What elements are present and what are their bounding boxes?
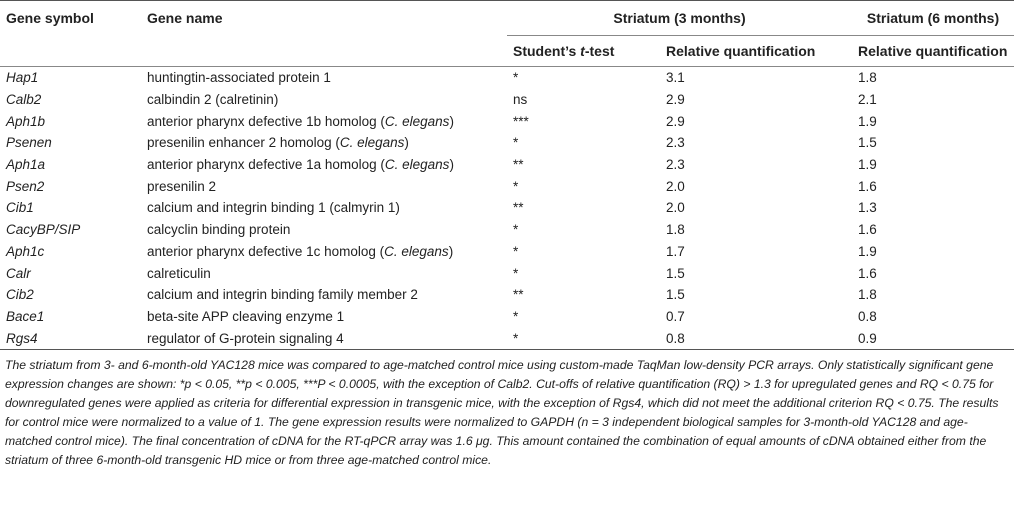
relq-6-header: Relative quantification [858, 43, 1008, 59]
gene-symbol-cell: Aph1b [6, 113, 46, 129]
relq-6-cell: 1.9 [858, 113, 877, 129]
ttest-cell: * [513, 178, 519, 194]
ttest-cell: * [513, 222, 519, 238]
gene-name-cell: beta-site APP cleaving enzyme 1 [147, 308, 345, 324]
empty-header-cell [141, 36, 507, 67]
relq-3-cell: 2.0 [666, 200, 685, 216]
ttest-cell: ** [513, 200, 524, 216]
table-row [0, 67, 1014, 89]
table-row [0, 241, 1014, 263]
table-caption [0, 350, 1011, 470]
table-row [0, 327, 1014, 349]
relq-6-cell: 1.3 [858, 200, 877, 216]
table-row [0, 89, 1014, 111]
gene-symbol-cell: Psenen [6, 135, 52, 151]
relq-6-cell: 1.5 [858, 135, 877, 151]
relq-6-cell: 1.9 [858, 157, 877, 173]
gene-name-header: Gene name [147, 10, 223, 27]
striatum-6-months-header: Striatum (6 months) [852, 1, 1014, 36]
table-row [0, 154, 1014, 176]
gene-name-cell: huntingtin-associated protein 1 [147, 70, 331, 86]
relq-3-cell: 1.7 [666, 243, 685, 259]
gene-symbol-cell: Calb2 [6, 92, 42, 108]
relq-6-cell: 0.8 [858, 308, 877, 324]
relq-3-cell: 0.8 [660, 327, 852, 349]
relq-3-cell: 2.9 [666, 92, 685, 108]
ttest-cell: *** [513, 113, 529, 129]
header-row-2 [0, 36, 1014, 67]
gene-name-cell: presenilin enhancer 2 homolog (C. elegans) [147, 135, 409, 151]
relq-3-cell: 2.9 [666, 113, 685, 129]
gene-name-cell: calreticulin [147, 265, 211, 281]
table-row [0, 284, 1014, 306]
relq-6-cell: 1.9 [858, 243, 877, 259]
relq-3-cell: 2.3 [666, 135, 685, 151]
relq-3-cell: 2.3 [666, 157, 685, 173]
gene-symbol-cell: Hap1 [6, 70, 39, 86]
table-body [0, 67, 1014, 350]
relq-3-cell: 1.5 [666, 287, 685, 303]
table-row [0, 175, 1014, 197]
gene-name-cell: anterior pharynx defective 1b homolog (C. elegans) [147, 113, 454, 129]
gene-symbol-cell: Cib2 [6, 287, 34, 303]
ttest-cell: ns [513, 92, 528, 108]
gene-symbol-cell: Calr [6, 265, 31, 281]
gene-symbol-cell: Aph1c [6, 243, 45, 259]
table-row [0, 262, 1014, 284]
empty-header-cell [0, 36, 141, 67]
table-row [0, 110, 1014, 132]
relq-6-cell: 1.6 [858, 222, 877, 238]
ttest-cell: * [513, 265, 519, 281]
relq-6-cell: 1.6 [858, 178, 877, 194]
gene-symbol-cell: CacyBP/SIP [6, 222, 81, 238]
ttest-header-text: Student’s t-test [513, 43, 615, 59]
ttest-cell: * [513, 135, 519, 151]
table-row [0, 197, 1014, 219]
gene-symbol-header: Gene symbol [6, 10, 94, 27]
gene-name-cell: calcium and integrin binding 1 (calmyrin 1) [147, 200, 400, 216]
relq-3-cell: 3.1 [666, 70, 685, 86]
relq-3-cell: 1.5 [666, 265, 685, 281]
relq-6-cell: 2.1 [858, 92, 877, 108]
gene-name-cell: presenilin 2 [147, 178, 217, 194]
ttest-cell: ** [513, 287, 524, 303]
ttest-cell: * [513, 243, 519, 259]
gene-name-cell: calcium and integrin binding family member 2 [147, 287, 418, 303]
table-row [0, 132, 1014, 154]
gene-symbol-cell: Cib1 [6, 200, 34, 216]
ttest-cell: * [513, 308, 519, 324]
gene-symbol-cell: Aph1a [6, 157, 46, 173]
table-row [0, 219, 1014, 241]
relq-3-header: Relative quantification [666, 43, 816, 59]
ttest-cell: * [513, 70, 519, 86]
ttest-cell: * [507, 327, 660, 349]
gene-name-cell: anterior pharynx defective 1a homolog (C. elegans) [147, 157, 454, 173]
relq-6-cell: 0.9 [852, 327, 1014, 349]
relq-3-cell: 0.7 [666, 308, 685, 324]
relq-3-cell: 1.8 [666, 222, 685, 238]
striatum-3-months-header: Striatum (3 months) [507, 1, 852, 36]
gene-symbol-cell: Psen2 [6, 178, 45, 194]
gene-name-cell: anterior pharynx defective 1c homolog (C. elegans) [147, 243, 454, 259]
gene-name-cell: calcyclin binding protein [147, 222, 291, 238]
relq-6-cell: 1.8 [858, 70, 877, 86]
relq-6-cell: 1.8 [858, 287, 877, 303]
ttest-header [507, 36, 660, 67]
ttest-cell: ** [513, 157, 524, 173]
relq-3-cell: 2.0 [666, 178, 685, 194]
table-row [0, 306, 1014, 328]
gene-symbol-cell: Rgs4 [0, 327, 141, 349]
gene-name-cell: regulator of G-protein signaling 4 [141, 327, 507, 349]
gene-name-cell: calbindin 2 (calretinin) [147, 92, 279, 108]
caption-text: The striatum from 3- and 6-month-old YAC128 mice was compared to age-matched control mice using custom-made TaqMan low-density PCR arrays. Only statistically significant gene expression changes are shown: *p < 0.05, **p < 0.005, ***P < 0.0005, with the exception of Calb2. Cut-offs of relative quantification (RQ) > 1.3 for upregulated genes and RQ < 0.75 for downregulated genes were applied as criteria for differential expression in transgenic mice, with the exception of Rgs4, which did not meet the additional criterion RQ < 0.75. The results for control mice were normalized to a value of 1. The gene expression results were normalized to GAPDH (n = 3 independent biological samples for 3-month-old YAC128 and age-matched control mice). The final concentration of cDNA for the RT-qPCR array was 1.6 μg. This amount contained the combination of equal amounts of cDNA obtained either from the striatum of three 6-month-old transgenic HD mice or from three age-matched control mice. [5, 357, 999, 467]
relq-6-cell: 1.6 [858, 265, 877, 281]
gene-symbol-cell: Bace1 [6, 308, 45, 324]
header-row-1 [0, 1, 1014, 36]
